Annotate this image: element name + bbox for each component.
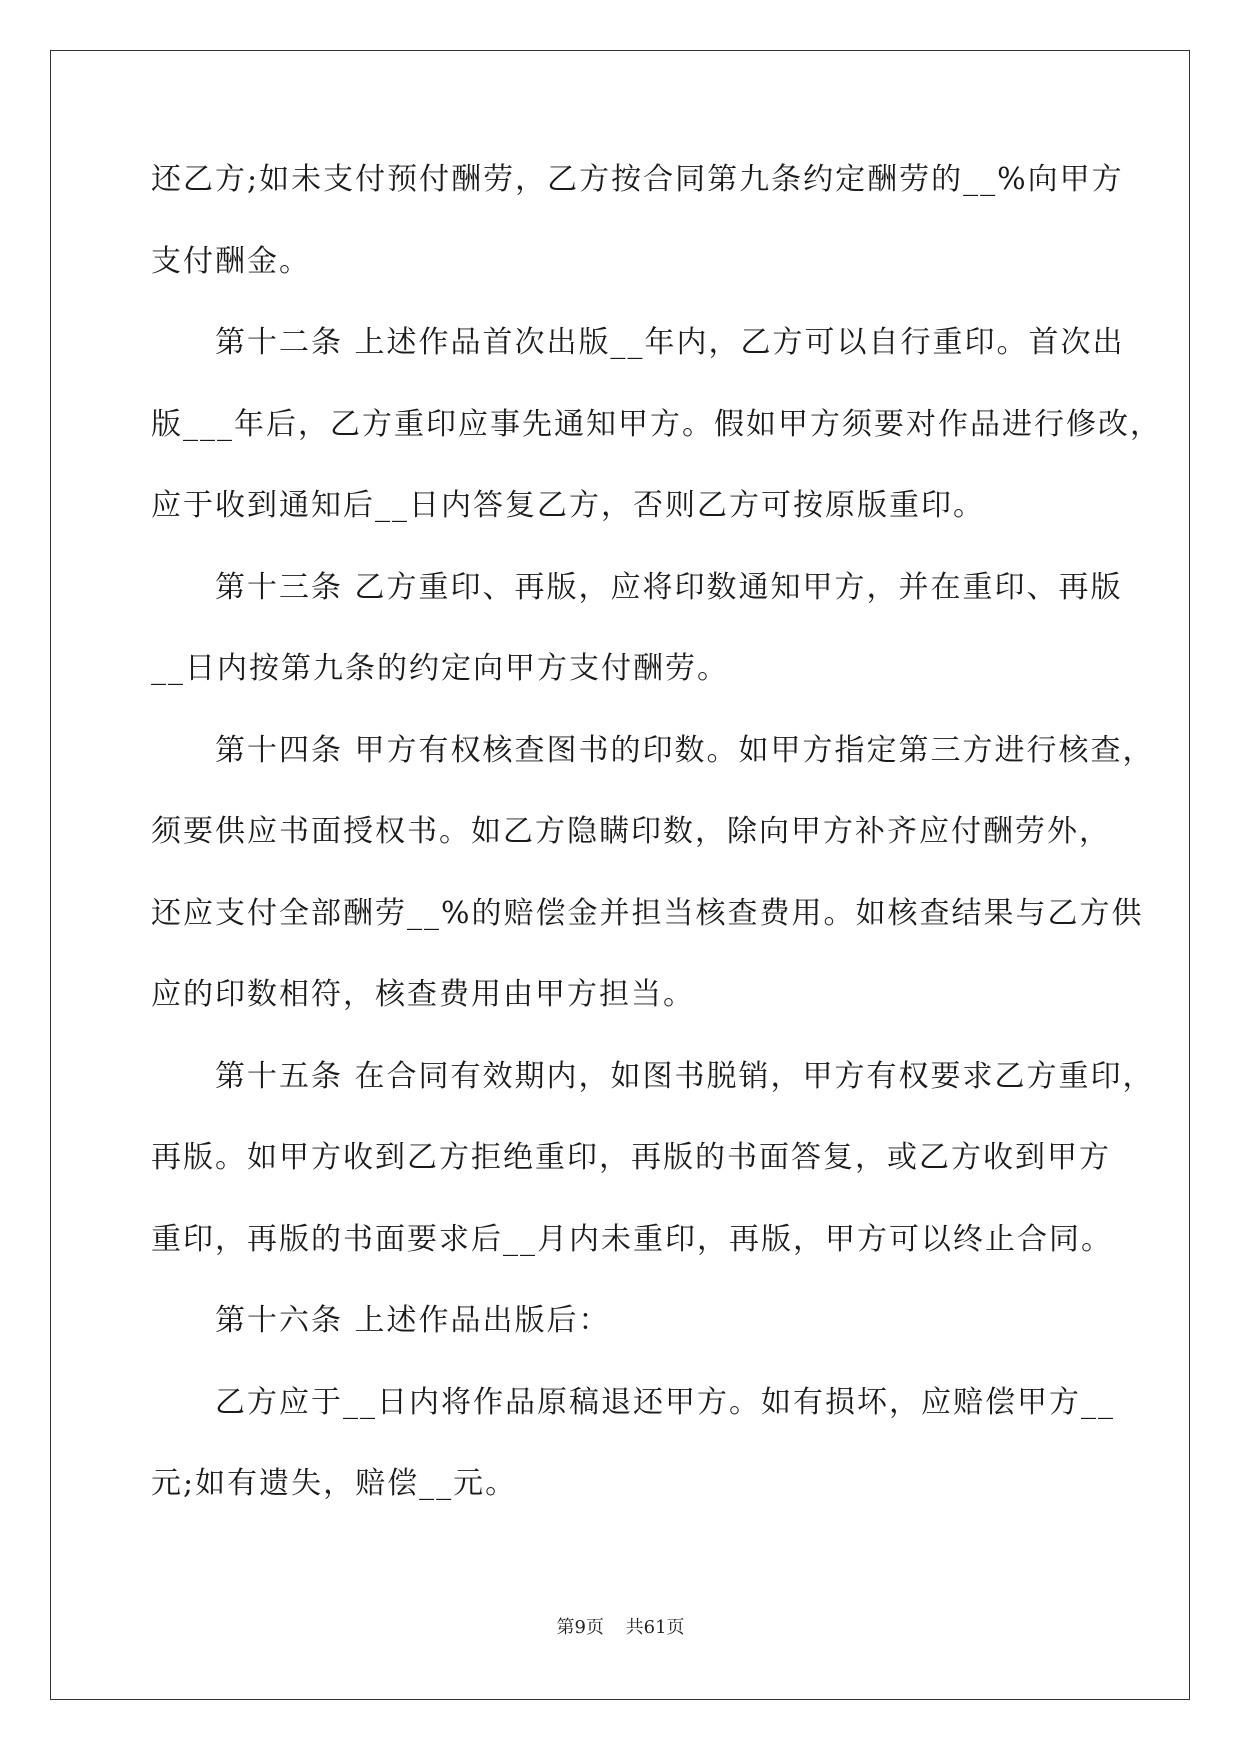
article-12-line: 第十二条 上述作品首次出版__年内，乙方可以自行重印。首次出 — [215, 325, 1125, 360]
text-line: __日内按第九条的约定向甲方支付酬劳。 — [151, 651, 729, 686]
text-line: 再版。如甲方收到乙方拒绝重印，再版的书面答复，或乙方收到甲方 — [151, 1140, 1111, 1175]
text-line: 还应支付全部酬劳__%的赔偿金并担当核查费用。如核查结果与乙方供 — [151, 895, 1144, 931]
text-line: 应的印数相符，核查费用由甲方担当。 — [151, 977, 695, 1012]
text-line: 版___年后，乙方重印应事先通知甲方。假如甲方须要对作品进行修改， — [151, 406, 1162, 442]
text-line: 乙方应于__日内将作品原稿退还甲方。如有损坏，应赔偿甲方__ — [215, 1384, 1115, 1420]
text-line: 重印，再版的书面要求后__月内未重印，再版，甲方可以终止合同。 — [151, 1221, 1113, 1257]
page-total: 共61页 — [625, 1617, 685, 1638]
document-body — [151, 160, 1162, 1546]
article-15-line: 第十五条 在合同有效期内，如图书脱销，甲方有权要求乙方重印， — [215, 1058, 1155, 1094]
article-14-line: 第十四条 甲方有权核查图书的印数。如甲方指定第三方进行核查， — [215, 732, 1155, 768]
article-16-line: 第十六条 上述作品出版后： — [215, 1303, 611, 1338]
text-line: 元;如有遗失，赔偿__元。 — [151, 1466, 518, 1501]
page-number: 第9页 — [556, 1617, 604, 1638]
text-line: 还乙方;如未支付预付酬劳，乙方按合同第九条约定酬劳的__%向甲方 — [151, 162, 1124, 197]
text-line: 支付酬金。 — [151, 243, 311, 279]
page-footer — [0, 1616, 1241, 1640]
text-line: 应于收到通知后__日内答复乙方，否则乙方可按原版重印。 — [151, 488, 985, 523]
text-line: 须要供应书面授权书。如乙方隐瞒印数，除向甲方补齐应付酬劳外， — [151, 814, 1111, 849]
article-13-line: 第十三条 乙方重印、再版，应将印数通知甲方，并在重印、再版 — [215, 569, 1123, 605]
